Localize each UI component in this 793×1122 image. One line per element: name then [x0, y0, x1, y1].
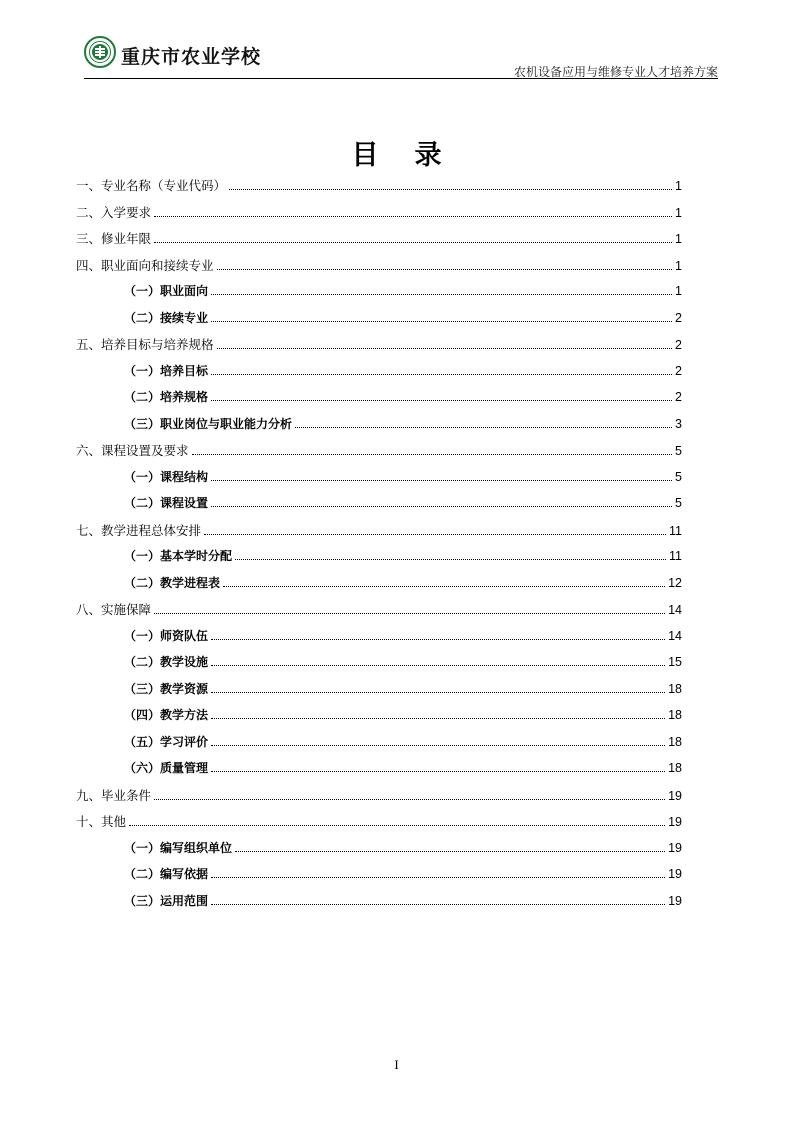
page-number: I — [394, 1057, 399, 1072]
toc-entry[interactable] — [76, 892, 682, 919]
toc-dot-leader — [211, 480, 672, 481]
toc-entry[interactable] — [76, 839, 682, 866]
toc-entry[interactable] — [76, 786, 682, 813]
toc-entry-page: 5 — [675, 444, 682, 458]
toc-entry-page: 19 — [668, 788, 682, 803]
toc-entry-page: 1 — [675, 179, 682, 193]
toc-entry-page: 18 — [668, 708, 682, 722]
toc-dot-leader — [204, 534, 666, 535]
toc-entry-label: （二）教学设施 — [124, 655, 209, 669]
toc-entry-label: （一）基本学时分配 — [124, 549, 233, 563]
toc-entry[interactable] — [76, 680, 682, 707]
toc-dot-leader — [154, 242, 672, 243]
toc-entry-page: 14 — [668, 603, 682, 617]
toc-entry[interactable] — [76, 388, 682, 415]
toc-entry-page: 19 — [668, 893, 682, 908]
toc-dot-leader — [235, 559, 666, 560]
toc-dot-leader — [154, 799, 665, 800]
toc-entry-page: 2 — [675, 363, 682, 378]
toc-entry[interactable] — [76, 335, 682, 362]
toc-entry[interactable] — [76, 812, 682, 839]
toc-entry-label: 四、职业面向和接续专业 — [76, 257, 214, 273]
toc-entry-label: （二）课程设置 — [124, 496, 209, 510]
toc-dot-leader — [211, 745, 665, 746]
toc-entry-page: 2 — [675, 310, 682, 325]
toc-entry-page: 2 — [675, 338, 682, 352]
toc-entry-page: 14 — [668, 628, 682, 643]
school-logo-icon — [84, 36, 116, 68]
toc-dot-leader — [211, 639, 665, 640]
toc-entry[interactable] — [76, 176, 682, 203]
toc-entry-label: 十、其他 — [76, 814, 127, 829]
toc-entry-page: 2 — [675, 390, 682, 404]
toc-entry-label: （三）职业岗位与职业能力分析 — [124, 416, 293, 431]
toc-entry[interactable] — [76, 521, 682, 548]
toc-entry-page: 5 — [675, 469, 682, 484]
toc-entry-label: （二）编写依据 — [124, 867, 209, 881]
toc-entry[interactable] — [76, 759, 682, 786]
toc-entry-label: （二）教学进程表 — [124, 575, 221, 590]
toc-entry-page: 12 — [668, 575, 682, 590]
toc-entry-page: 1 — [675, 232, 682, 246]
toc-entry[interactable] — [76, 309, 682, 336]
toc-entry-page: 3 — [675, 416, 682, 431]
toc-entry-page: 18 — [668, 681, 682, 696]
toc-dot-leader — [211, 718, 665, 719]
toc-title-char-1: 目 — [351, 140, 379, 171]
toc-entry-label: （六）质量管理 — [124, 761, 209, 775]
table-of-contents — [76, 176, 682, 918]
toc-entry[interactable] — [76, 415, 682, 442]
toc-dot-leader — [229, 189, 672, 190]
school-name: 重庆市农业学校 — [121, 46, 262, 68]
toc-entry-label: 七、教学进程总体安排 — [76, 522, 202, 538]
toc-dot-leader — [211, 321, 672, 322]
toc-entry[interactable] — [76, 865, 682, 892]
toc-entry-label: （四）教学方法 — [124, 708, 209, 722]
toc-dot-leader — [235, 851, 665, 852]
toc-dot-leader — [295, 427, 672, 428]
toc-entry-page: 19 — [668, 840, 682, 855]
toc-entry-page: 15 — [668, 655, 682, 669]
toc-entry[interactable] — [76, 468, 682, 495]
toc-entry-label: 二、入学要求 — [76, 204, 152, 220]
toc-entry-page: 18 — [668, 734, 682, 749]
toc-entry[interactable] — [76, 256, 682, 283]
toc-entry[interactable] — [76, 653, 682, 680]
toc-dot-leader — [217, 269, 673, 270]
toc-entry-page: 1 — [675, 284, 682, 298]
toc-entry[interactable] — [76, 574, 682, 601]
page-header — [84, 36, 718, 80]
document-title: 农机设备应用与维修专业人才培养方案 — [513, 65, 718, 79]
toc-entry[interactable] — [76, 362, 682, 389]
toc-entry-page: 11 — [669, 549, 682, 563]
toc-entry-label: （三）运用范围 — [124, 893, 209, 908]
toc-entry[interactable] — [76, 547, 682, 574]
toc-title — [0, 133, 793, 172]
toc-entry-label: （二）接续专业 — [124, 310, 209, 325]
toc-dot-leader — [211, 374, 672, 375]
toc-entry[interactable] — [76, 229, 682, 256]
toc-entry-label: 五、培养目标与培养规格 — [76, 337, 214, 352]
toc-entry-label: （五）学习评价 — [124, 734, 209, 749]
toc-dot-leader — [211, 771, 665, 772]
toc-dot-leader — [211, 506, 672, 507]
toc-entry[interactable] — [76, 203, 682, 230]
toc-entry[interactable] — [76, 733, 682, 760]
toc-entry[interactable] — [76, 282, 682, 309]
toc-entry-label: （一）职业面向 — [124, 284, 209, 298]
toc-entry-page: 18 — [668, 761, 682, 775]
toc-dot-leader — [211, 294, 672, 295]
toc-entry-label: 一、专业名称（专业代码） — [76, 178, 227, 193]
toc-entry-page: 1 — [675, 258, 682, 273]
toc-dot-leader — [211, 904, 665, 905]
toc-entry-page: 1 — [675, 205, 682, 220]
toc-entry-label: 九、毕业条件 — [76, 787, 152, 803]
toc-entry[interactable] — [76, 627, 682, 654]
toc-entry[interactable] — [76, 441, 682, 468]
toc-entry-label: （一）培养目标 — [124, 363, 209, 378]
toc-dot-leader — [211, 692, 665, 693]
toc-entry-page: 19 — [668, 815, 682, 829]
toc-dot-leader — [154, 216, 672, 217]
toc-dot-leader — [211, 877, 665, 878]
toc-dot-leader — [129, 825, 665, 826]
toc-entry-page: 19 — [668, 867, 682, 881]
toc-entry-label: （二）培养规格 — [124, 390, 209, 404]
toc-dot-leader — [192, 454, 673, 455]
toc-entry-label: （一）师资队伍 — [124, 628, 209, 643]
toc-entry-label: （一）编写组织单位 — [124, 840, 233, 855]
toc-dot-leader — [154, 613, 665, 614]
toc-dot-leader — [223, 586, 665, 587]
toc-dot-leader — [211, 665, 665, 666]
toc-entry-label: 八、实施保障 — [76, 602, 152, 617]
toc-entry-page: 5 — [675, 496, 682, 510]
toc-dot-leader — [217, 348, 673, 349]
toc-dot-leader — [211, 400, 672, 401]
header-divider — [84, 78, 718, 79]
toc-title-char-2: 录 — [414, 140, 442, 171]
toc-entry-page: 11 — [669, 523, 682, 538]
toc-entry[interactable] — [76, 706, 682, 733]
toc-entry[interactable] — [76, 600, 682, 627]
toc-entry-label: （三）教学资源 — [124, 681, 209, 696]
toc-entry[interactable] — [76, 494, 682, 521]
toc-entry-label: 六、课程设置及要求 — [76, 443, 189, 458]
toc-entry-label: 三、修业年限 — [76, 231, 152, 246]
toc-entry-label: （一）课程结构 — [124, 469, 209, 484]
